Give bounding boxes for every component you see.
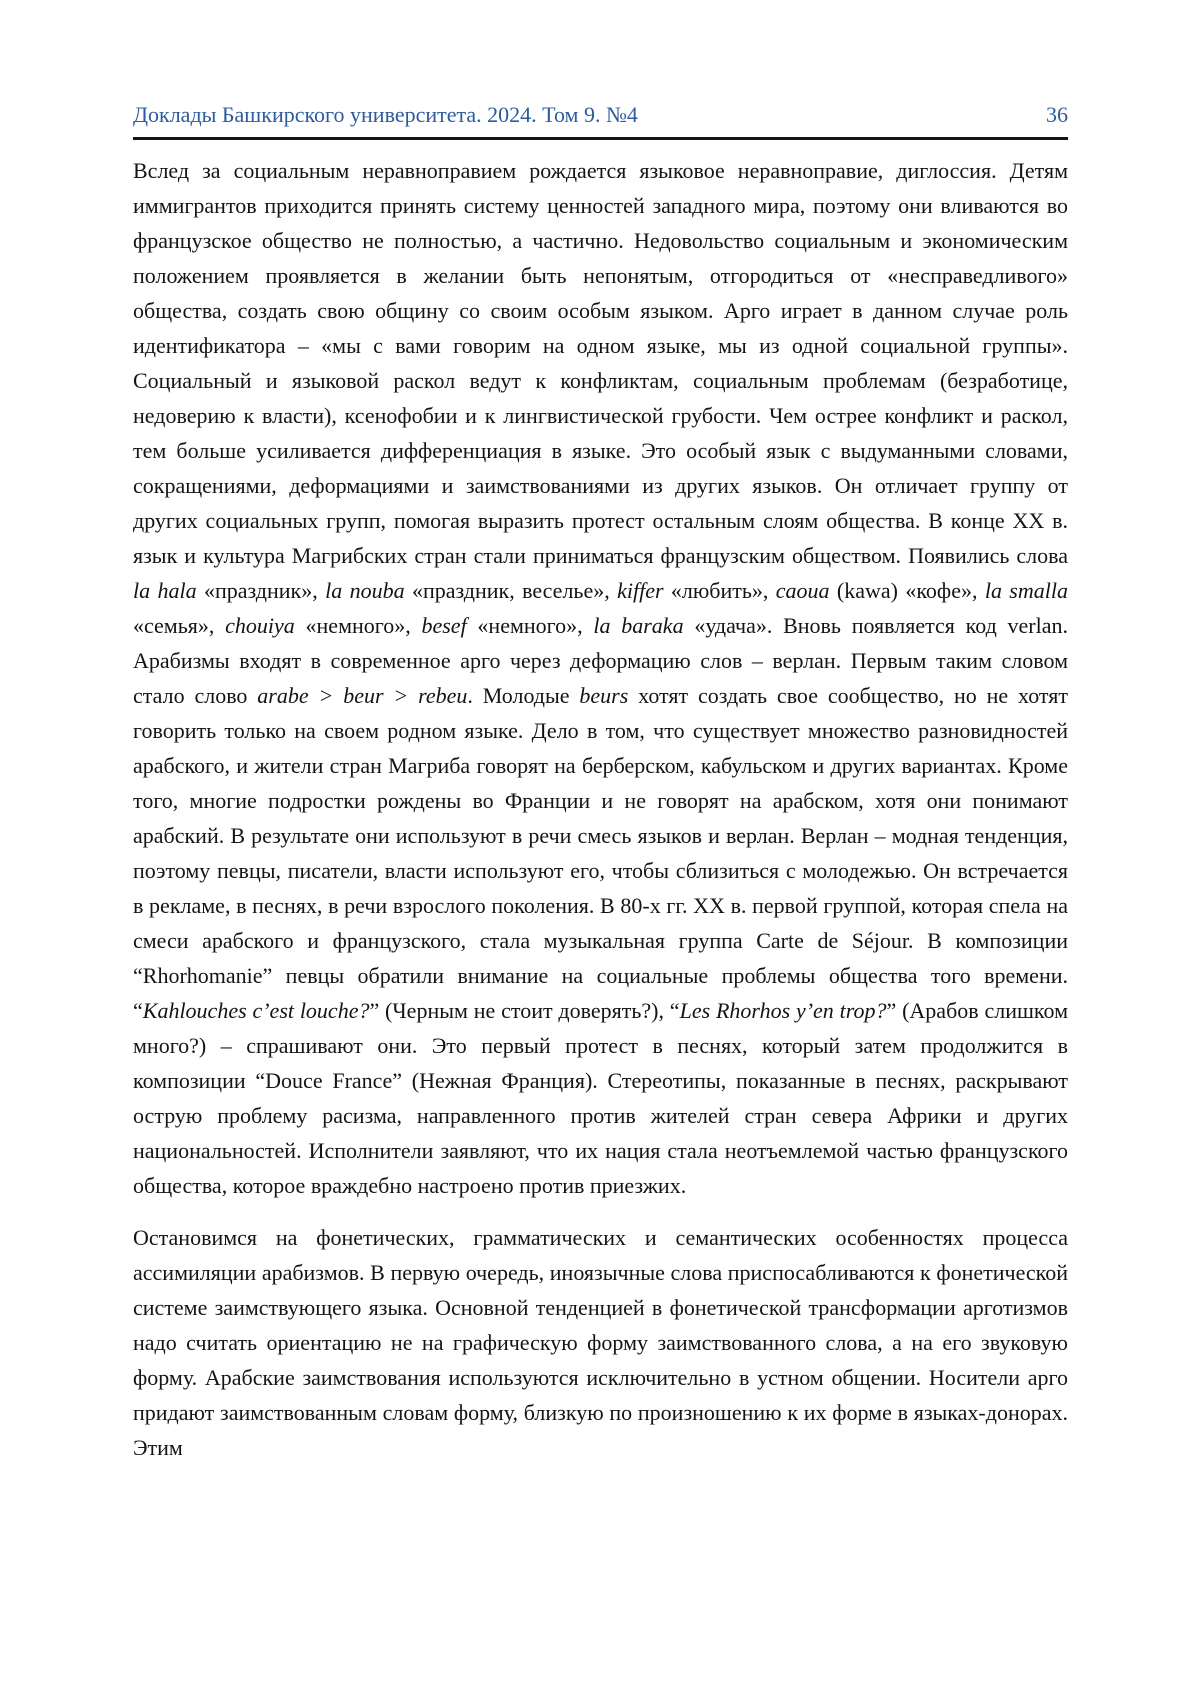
italic-text-run: Kahlouches c’est louche?: [142, 998, 370, 1023]
text-run: (kawa) «кофе»,: [829, 578, 985, 603]
italic-text-run: la baraka: [593, 613, 684, 638]
text-run: «немного»,: [294, 613, 422, 638]
italic-text-run: la nouba: [325, 578, 405, 603]
text-run: ” (Арабов слишком много?) – спрашивают они. Это первый протест в песнях, который затем продолжится в композиции “Douce France” (Нежная Франция). Стереотипы, показанные в песнях, раскрывают острую проблему расизма, направленного против жителей стран севера Африки и других национальностей. Исполнители заявляют, что их нация стала неотъемлемой частью французского общества, которое враждебно настроено против приезжих.: [133, 998, 1069, 1198]
italic-text-run: beurs: [579, 683, 629, 708]
italic-text-run: besef: [421, 613, 467, 638]
text-run: . Молодые: [467, 683, 580, 708]
page-content: [133, 102, 1068, 1465]
paragraph-1: [133, 153, 1068, 1203]
italic-text-run: la hala: [133, 578, 197, 603]
text-run: «праздник»,: [196, 578, 326, 603]
text-run: «семья»,: [133, 613, 226, 638]
italic-text-run: arabe > beur > rebeu: [257, 683, 468, 708]
header-rule: [133, 137, 1068, 140]
paragraph-2: [133, 1220, 1068, 1465]
article-body: [133, 153, 1068, 1465]
italic-text-run: caoua: [775, 578, 830, 603]
text-run: Остановимся на фонетических, грамматических и семантических особенностях процесса ассимиляции арабизмов. В первую очередь, иноязычные слова приспосабливаются к фонетической системе заимствующего языка. Основной тенденцией в фонетической трансформации арготизмов надо считать ориентацию не на графическую форму заимствованного слова, а на его звуковую форму. Арабские заимствования используются исключительно в устном общении. Носители арго придают заимствованным словам форму, близкую по произношению к их форме в языках-донорах. Этим: [133, 1225, 1068, 1460]
text-run: ” (Черным не стоит доверять?), “: [369, 998, 680, 1023]
text-run: «праздник, веселье»,: [404, 578, 618, 603]
journal-title: Доклады Башкирского университета. 2024. Том 9. №4: [133, 102, 638, 127]
text-run: хотят создать свое сообщество, но не хотят говорить только на своем родном языке. Дело в том, что существует множество разновидностей арабского, и жители стран Магриба говорят на берберском, кабульском и других вариантах. Кроме того, многие подростки рождены во Франции и не говорят на арабском, хотя они понимают арабский. В результате они используют в речи смесь языков и верлан. Верлан – модная тенденция, поэтому певцы, писатели, власти используют его, чтобы сблизиться с молодежью. Он встречается в рекламе, в песнях, в речи взрослого поколения. В 80-х гг. XX в. первой группой, которая спела на смеси арабского и французского, стала музыкальная группа Carte de Séjour. В композиции “Rhorhomanie” певцы обратили внимание на социальные проблемы общества того времени. “: [133, 683, 1068, 1023]
italic-text-run: chouiya: [225, 613, 295, 638]
text-run: Вслед за социальным неравноправием рождается языковое неравноправие, диглоссия. Детям иммигрантов приходится принять систему ценностей западного мира, поэтому они вливаются во французское общество не полностью, а частично. Недовольство социальным и экономическим положением проявляется в желании быть непонятым, отгородиться от «несправедливого» общества, создать свою общину со своим особым языком. Арго играет в данном случае роль идентификатора – «мы с вами говорим на одном языке, мы из одной социальной группы». Социальный и языковой раскол ведут к конфликтам, социальным проблемам (безработице, недоверию к власти), ксенофобии и к лингвистической грубости. Чем острее конфликт и раскол, тем больше усиливается дифференциация в языке. Это особый язык с выдуманными словами, сокращениями, деформациями и заимствованиями из других языков. Он отличает группу от других социальных групп, помогая выразить протест остальным слоям общества. В конце XX в. язык и культура Магрибских стран стали приниматься французским обществом. Появились слова: [133, 158, 1068, 568]
running-header: [133, 102, 1068, 137]
italic-text-run: Les Rhorhos y’en trop?: [679, 998, 887, 1023]
text-run: «удача». Вновь появляется код verlan. Арабизмы входят в современное арго через деформацию слов – верлан. Первым таким словом стало слово: [133, 613, 1068, 708]
italic-text-run: kiffer: [617, 578, 664, 603]
page-number: 36: [1046, 102, 1068, 127]
italic-text-run: la smalla: [984, 578, 1068, 603]
text-run: «немного»,: [466, 613, 594, 638]
text-run: «любить»,: [663, 578, 776, 603]
